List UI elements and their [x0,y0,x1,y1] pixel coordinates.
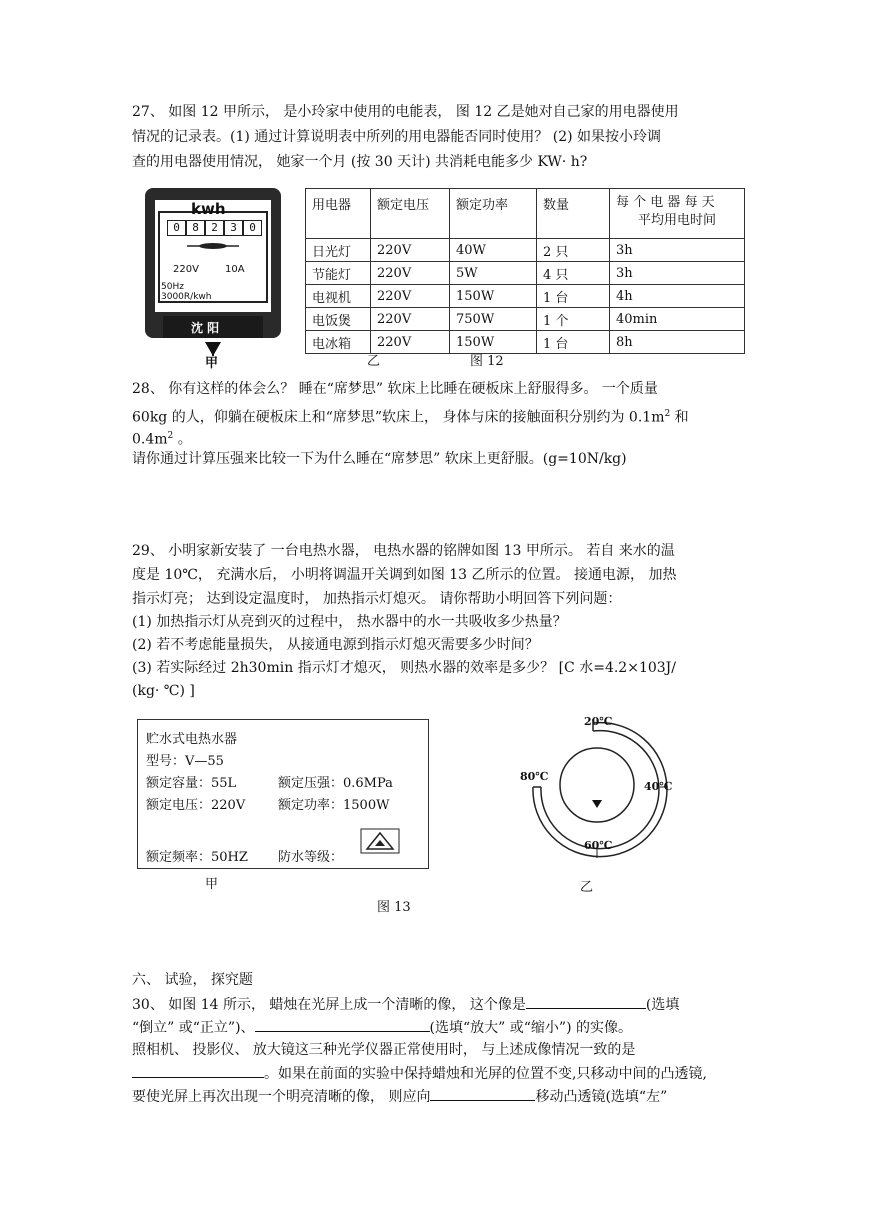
meter-digit: 0 [167,220,186,236]
answer-blank-2 [255,1017,430,1032]
meter-revolutions: 3000R/kwh [161,292,212,302]
plate-frequency: 额定频率：50HZ [146,850,248,865]
fig13-caption-jia: 甲 [205,877,219,892]
table-cell: 2 只 [537,239,610,262]
table-cell: 电视机 [306,285,371,308]
dial-label-20: 20℃ [584,715,613,728]
table-cell: 5W [450,262,537,285]
temperature-dial-figure [512,712,682,862]
table-cell: 4 只 [537,262,610,285]
q29-line-5: (2) 若不考虑能量损失， 从接通电源到指示灯熄灭需要多少时间？ [132,637,539,653]
table-header-line: 每 个 电 器 每 天 [616,195,715,210]
table-cell: 1 台 [537,331,610,354]
answer-blank-1 [526,994,646,1009]
table-cell: 40W [450,239,537,262]
q28-line-2-tail: 和 [670,409,689,426]
q30-line-5-text: 要使光屏上再次出现一个明亮清晰的像， 则应向 [132,1089,431,1105]
answer-blank-3 [132,1063,264,1078]
q29-line-7: (kg· ℃) ] [132,683,195,699]
plate-pressure: 额定压强：0.6MPa [278,776,393,791]
table-cell: 节能灯 [306,262,371,285]
table-header-row [306,189,745,239]
dial-label-80: 80℃ [520,770,549,783]
q28-line-2 [132,404,689,428]
q28-line-4: 请你通过计算压强来比较一下为什么睡在“席梦思” 软床上更舒服。(g=10N/kg) [132,451,627,467]
waterproof-rating-icon [360,828,400,854]
meter-digit: 3 [224,220,243,236]
q27-line-2: 情况的记录表。(1) 通过计算说明表中所列的用电器能否同时使用？ (2) 如果按小玲调 [132,129,662,145]
q30-line-2-text: “倒立” 或“正立”)、 [132,1020,255,1036]
table-header-cell: 额定功率 [450,189,537,239]
q27-line-1: 27、 如图 12 甲所示， 是小玲家中使用的电能表， 图 12 乙是她对自己家的用电器使用 [132,104,679,120]
q28-line-3-tail: 。 [173,431,192,448]
fig12-caption-jia: 甲 [205,356,219,371]
appliance-usage-table [305,188,745,354]
table-cell: 750W [450,308,537,331]
table-cell: 40min [610,308,745,331]
table-cell: 220V [371,239,450,262]
table-cell: 150W [450,331,537,354]
meter-digits [167,220,262,236]
table-cell: 220V [371,285,450,308]
water-heater-nameplate [137,719,429,869]
q30-line-3: 照相机、 投影仪、 放大镜这三种光学仪器正常使用时， 与上述成像情况一致的是 [132,1042,636,1058]
table-header-cell: 额定电压 [371,189,450,239]
q28-superscript: 2 [167,431,174,441]
table-cell: 1 个 [537,308,610,331]
table-cell: 电冰箱 [306,331,371,354]
table-cell: 220V [371,262,450,285]
dial-label-60: 60℃ [584,839,613,852]
q29-line-4: (1) 加热指示灯从亮到灭的过程中， 热水器中的水一共吸收多少热量？ [132,614,567,630]
q29-line-2: 度是 10℃， 充满水后， 小明将调温开关调到如图 13 乙所示的位置。 接通电源， 加热 [132,567,677,583]
table-row [306,308,745,331]
q29-line-1: 29、 小明家新安装了 一台电热水器， 电热水器的铭牌如图 13 甲所示。 若自 来水的温 [132,543,675,559]
meter-current: 10A [225,264,245,275]
table-row [306,239,745,262]
q30-line-4-text: 。如果在前面的实验中保持蜡烛和光屏的位置不变,只移动中间的凸透镜, [264,1066,707,1082]
electric-meter-figure [143,186,285,358]
q30-line-1-text: 30、 如图 14 所示， 蜡烛在光屏上成一个清晰的像， 这个像是 [132,997,526,1013]
q28-superscript: 2 [664,409,671,419]
q28-line-3-text: 0.4m [132,431,168,448]
table-row [306,285,745,308]
meter-frequency: 50Hz [161,282,184,292]
answer-blank-4 [430,1086,535,1101]
q30-line-2 [132,1017,632,1038]
fig13-caption: 图 13 [377,900,411,915]
section-6-title: 六、 试验， 探究题 [132,972,253,988]
meter-digit: 8 [186,220,205,236]
table-cell: 8h [610,331,745,354]
q28-line-2-text: 60kg 的人，仰躺在硬板床上和“席梦思”软床上， 身体与床的接触面积分别约为 0.1m [132,409,665,426]
q30-line-1-tail: (选填 [645,997,680,1013]
meter-unit: kwh [191,200,226,218]
plate-waterproof: 防水等级： [278,850,344,865]
meter-brand: 沈 阳 [191,321,220,335]
table-cell: 日光灯 [306,239,371,262]
meter-digit: 2 [205,220,224,236]
q28-line-1: 28、 你有这样的体会么？ 睡在“席梦思” 软床上比睡在硬板床上舒服得多。 一个质量 [132,381,658,397]
table-row [306,262,745,285]
plate-voltage: 额定电压：220V [146,798,246,813]
table-header-cell: 用电器 [306,189,371,239]
q30-line-4 [132,1063,707,1084]
plate-power: 额定功率：1500W [278,798,390,813]
q30-line-1 [132,994,679,1015]
plate-model: 型号：V—55 [146,754,224,769]
table-cell: 3h [610,239,745,262]
table-cell: 220V [371,331,450,354]
table-cell: 220V [371,308,450,331]
plate-capacity: 额定容量：55L [146,776,237,791]
q30-line-2-tail: (选填“放大” 或“缩小”) 的实像。 [429,1020,632,1036]
q30-line-5-tail: 移动凸透镜(选填“左” [535,1089,668,1105]
table-header-cell [610,189,745,239]
fig12-caption-yi: 乙 [367,354,381,369]
table-cell: 4h [610,285,745,308]
q29-line-3: 指示灯亮； 达到设定温度时， 加热指示灯熄灭。 请你帮助小明回答下列问题： [132,591,622,607]
table-cell: 150W [450,285,537,308]
q30-line-5 [132,1086,667,1107]
table-cell: 3h [610,262,745,285]
table-header-line: 平均用电时间 [637,213,716,228]
table-header-cell: 数量 [537,189,610,239]
plate-title: 贮水式电热水器 [146,732,238,747]
fig12-caption: 图 12 [470,354,504,369]
q28-line-3 [132,426,192,450]
table-cell: 1 台 [537,285,610,308]
q29-line-6: (3) 若实际经过 2h30min 指示灯才熄灭， 则热水器的效率是多少？ [C 水=4.2×103J/ [132,660,676,676]
table-cell: 电饭煲 [306,308,371,331]
dial-label-40: 40℃ [644,780,673,793]
q27-line-3: 查的用电器使用情况， 她家一个月 (按 30 天计) 共消耗电能多少 KW· h? [132,154,588,170]
fig13-caption-yi: 乙 [580,880,594,895]
meter-voltage: 220V [173,264,199,275]
meter-digit: 0 [243,220,262,236]
